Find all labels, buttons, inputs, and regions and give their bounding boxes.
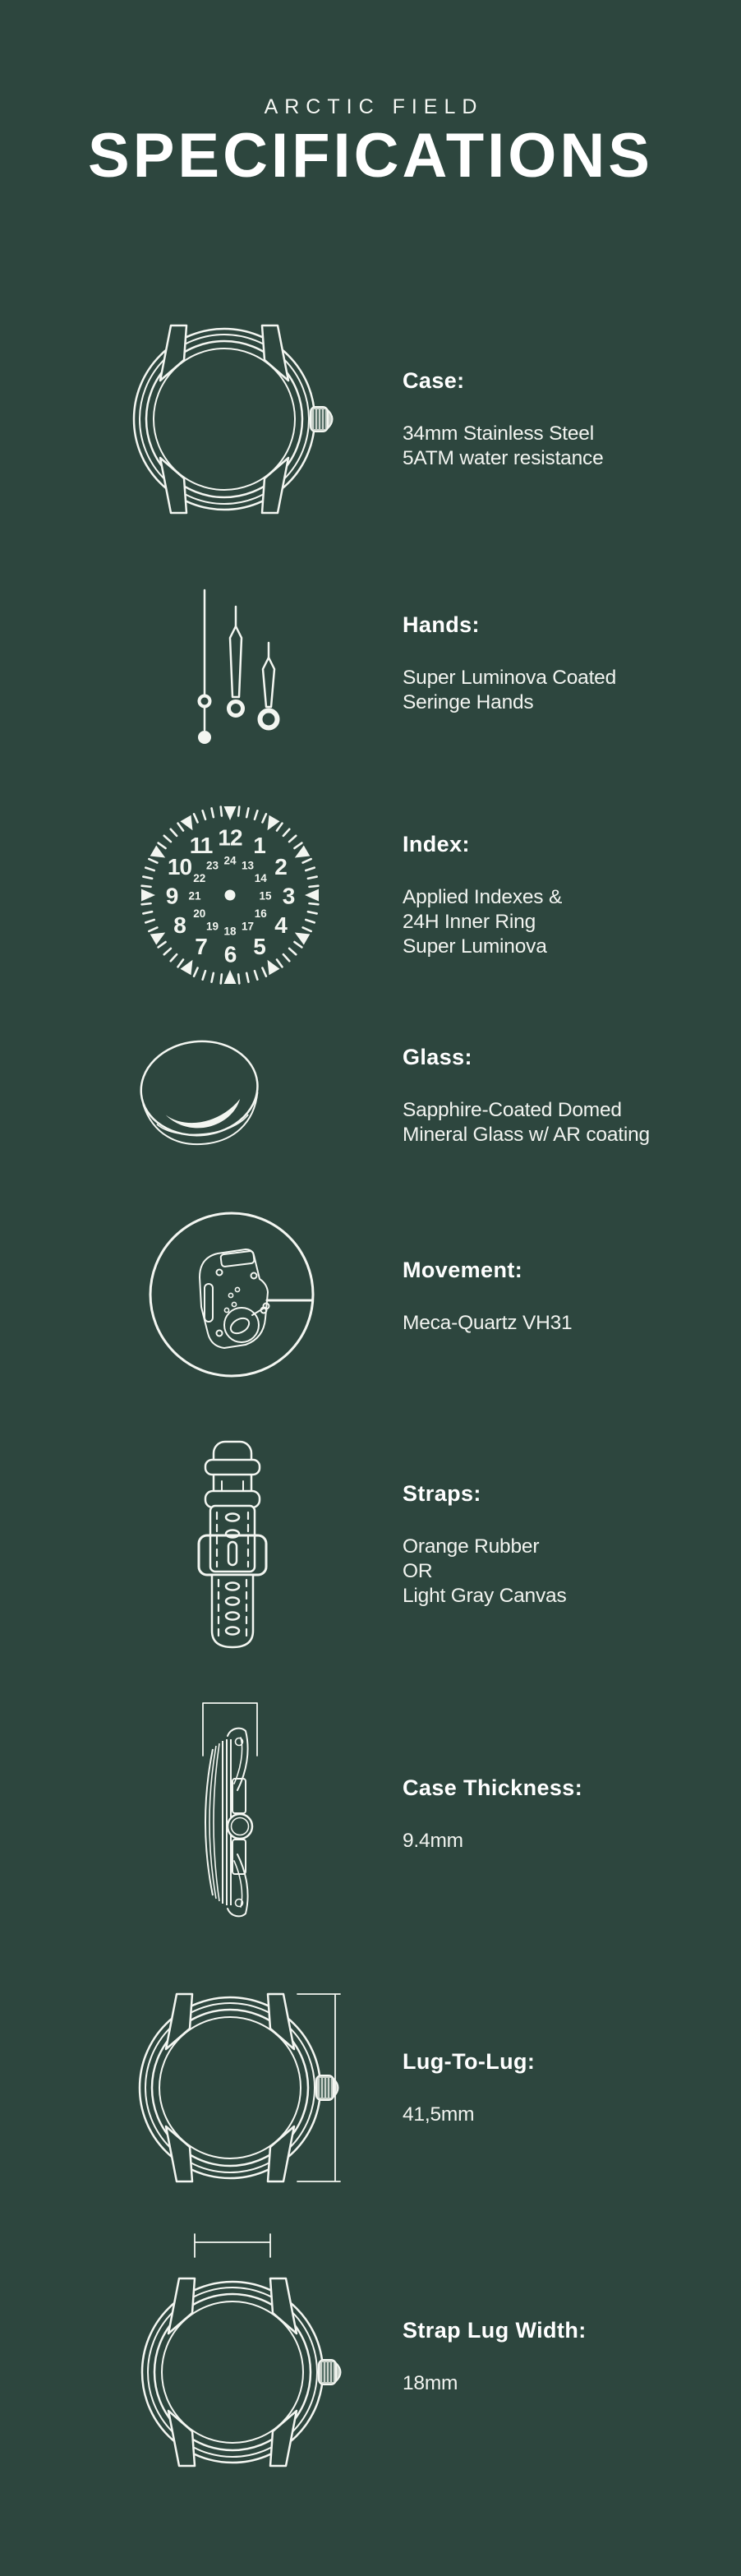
- svg-text:5: 5: [253, 933, 265, 959]
- svg-text:18: 18: [223, 925, 237, 938]
- section-heading: Movement:: [403, 1257, 523, 1282]
- section-glass: [0, 1034, 741, 1157]
- svg-text:2: 2: [274, 854, 287, 879]
- section-heading: Strap Lug Width:: [403, 2317, 587, 2343]
- watch-front-width-icon: [109, 2229, 356, 2484]
- dial-icon: [137, 802, 323, 988]
- spec-line: Seringe Hands: [403, 690, 534, 713]
- watch-front-icon: [101, 296, 347, 542]
- movement-icon: [144, 1208, 320, 1384]
- svg-text:14: 14: [254, 872, 267, 884]
- watch-front-measure-icon: [107, 1964, 370, 2211]
- watch-dial-illustration: [137, 802, 323, 992]
- page-title: SPECIFICATIONS: [88, 121, 653, 191]
- strap-lug-width-illustration: [109, 2229, 356, 2488]
- spec-line: Mineral Glass w/ AR coating: [403, 1123, 650, 1146]
- section-case: [0, 296, 741, 542]
- section-heading: Index:: [403, 831, 470, 856]
- section-heading: Glass:: [403, 1044, 472, 1069]
- spec-line: Super Luminova Coated: [403, 666, 617, 689]
- brand-name: ARCTIC FIELD: [264, 95, 484, 118]
- case-side-icon: [177, 1698, 275, 1930]
- glass-dome-illustration: [134, 1034, 265, 1161]
- movement-illustration: [144, 1208, 320, 1388]
- spec-line: 24H Inner Ring: [403, 910, 536, 933]
- spec-line: 41,5mm: [403, 2103, 475, 2126]
- section-hands: [0, 585, 741, 741]
- section-strap-lug-width: [0, 2229, 741, 2484]
- strap-icon: [187, 1438, 278, 1650]
- crown-icon: [311, 407, 333, 432]
- spec-line: Meca-Quartz VH31: [403, 1311, 573, 1334]
- svg-text:7: 7: [195, 933, 207, 959]
- spec-line: 9.4mm: [403, 1829, 463, 1852]
- svg-text:19: 19: [205, 920, 219, 933]
- svg-text:8: 8: [173, 912, 186, 938]
- svg-text:12: 12: [218, 824, 242, 851]
- section-heading: Case Thickness:: [403, 1775, 583, 1800]
- svg-text:23: 23: [205, 859, 219, 872]
- svg-text:11: 11: [189, 833, 213, 859]
- spec-line: 34mm Stainless Steel: [403, 422, 594, 445]
- case-profile-illustration: [177, 1698, 275, 1934]
- hands-icon: [193, 585, 283, 746]
- section-heading: Hands:: [403, 612, 480, 637]
- svg-text:24: 24: [223, 854, 237, 867]
- spec-line: Applied Indexes &: [403, 885, 563, 908]
- svg-text:1: 1: [253, 833, 265, 859]
- svg-text:20: 20: [193, 907, 206, 920]
- spec-line: 18mm: [403, 2371, 458, 2394]
- svg-text:3: 3: [282, 883, 295, 909]
- section-heading: Straps:: [403, 1480, 481, 1506]
- spec-line: Sapphire-Coated Domed: [403, 1098, 622, 1121]
- svg-text:10: 10: [167, 854, 192, 879]
- glass-icon: [134, 1034, 265, 1157]
- section-lug-to-lug: [0, 1964, 741, 2211]
- spec-line: 5ATM water resistance: [403, 446, 604, 469]
- svg-text:9: 9: [165, 883, 178, 909]
- section-movement: [0, 1208, 741, 1384]
- spec-line: Light Gray Canvas: [403, 1584, 567, 1607]
- spec-line: Super Luminova: [403, 935, 547, 958]
- section-straps: [0, 1438, 741, 1650]
- section-heading: Lug-To-Lug:: [403, 2048, 536, 2074]
- watch-case-front-illustration: [101, 296, 347, 547]
- spec-line: OR: [403, 1559, 433, 1582]
- section-heading: Case:: [403, 367, 465, 393]
- svg-text:13: 13: [241, 859, 255, 872]
- section-case-thickness: [0, 1698, 741, 1930]
- strap-illustration: [187, 1438, 278, 1655]
- spec-line: Orange Rubber: [403, 1535, 540, 1558]
- svg-text:16: 16: [254, 907, 267, 920]
- section-index: [0, 802, 741, 988]
- svg-text:15: 15: [259, 889, 272, 903]
- svg-text:6: 6: [223, 941, 237, 967]
- lug-width-measure-guide: [195, 2234, 270, 2257]
- lug-to-lug-illustration: [107, 1964, 370, 2215]
- svg-text:22: 22: [193, 872, 206, 884]
- svg-text:4: 4: [274, 912, 287, 938]
- svg-text:21: 21: [188, 889, 201, 903]
- watch-hands-illustration: [193, 585, 283, 750]
- svg-text:17: 17: [241, 920, 255, 933]
